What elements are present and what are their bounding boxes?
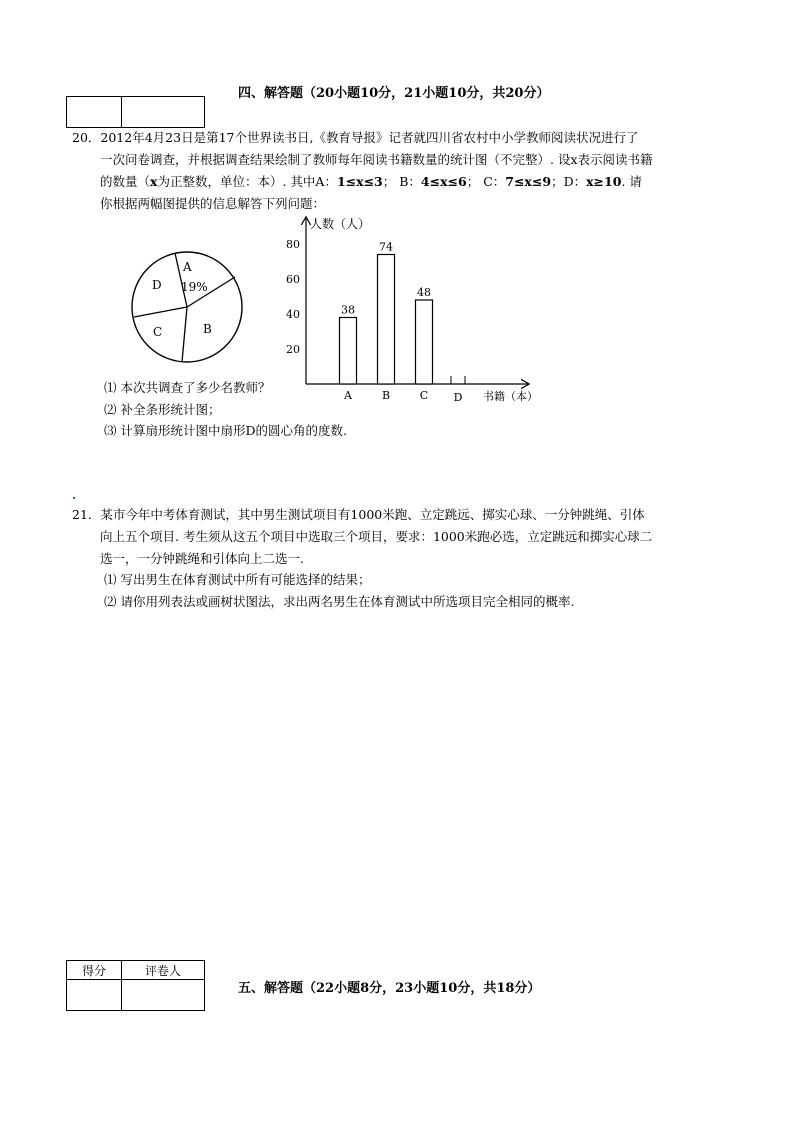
q21-sub-2: ⑵ 请你用列表法或画树状图法，求出两名男生在体育测试中所选项目完全相同的概率.: [104, 594, 575, 609]
q20-sub-1: ⑴ 本次共调查了多少名教师？: [104, 380, 271, 395]
q20-number: 20．: [72, 130, 101, 145]
x-tick-label: B: [381, 389, 391, 402]
y-tick-label: 60: [286, 273, 300, 286]
score-header: 得分: [67, 961, 122, 980]
bar-chart: [280, 210, 550, 405]
cond-d: x≥10: [586, 174, 622, 189]
section-4-title: 四、解答题（20小题10分，21小题10分，共20分）: [238, 86, 550, 101]
q20-line-1: 20．2012年4月23日是第17个世界读书日,《教育导报》记者就四川省农村中小学教师阅读状况进行了: [72, 130, 639, 145]
q21-sub-1: ⑴ 写出男生在体育测试中所有可能选择的结果；: [104, 572, 371, 587]
pie-label-b: B: [203, 322, 212, 336]
pie-label-a-percent: 19%: [181, 280, 208, 294]
bar-value-label: 74: [379, 240, 393, 254]
x-axis-label: 书籍（本）: [483, 390, 538, 403]
x-tick-label: D: [453, 391, 463, 404]
bar-value-label: 38: [341, 303, 355, 317]
score-cell-bottom[interactable]: [67, 980, 122, 1011]
pie-label-d: D: [152, 278, 162, 292]
bar-b: [378, 255, 395, 385]
grader-cell[interactable]: [122, 97, 205, 128]
grader-cell-bottom[interactable]: [122, 980, 205, 1011]
q20-line-4: 你根据两幅图提供的信息解答下列问题：: [100, 196, 326, 211]
y-tick-label: 40: [286, 308, 300, 321]
pie-label-a: A: [183, 260, 192, 274]
pie-label-c: C: [153, 325, 163, 339]
y-tick-label: 80: [286, 238, 300, 251]
y-axis-label: 人数（人）: [310, 217, 371, 231]
q21-line-3: 选一，一分钟跳绳和引体向上二选一.: [100, 551, 304, 566]
cond-a: 1≤x≤3: [336, 174, 383, 189]
q21-line-2: 向上五个项目. 考生须从这五个项目中选取三个项目，要求：1000米跑必选，立定跳远和掷实心球二: [100, 529, 653, 544]
bar-value-label: 48: [417, 286, 431, 299]
q21-line-1: 21．某市今年中考体育测试，其中男生测试项目有1000米跑、立定跳远、掷实心球、一分钟跳绳、引体: [72, 507, 645, 522]
x-tick-label: A: [344, 389, 352, 402]
grader-header: 评卷人: [122, 961, 205, 980]
score-box-top: [66, 96, 205, 128]
bar-c: [416, 300, 433, 384]
score-box-bottom: [66, 960, 205, 1011]
q20-line-2: 一次问卷调查，并根据调查结果绘制了教师每年阅读书籍数量的统计图（不完整）. 设x表示阅读书籍: [100, 152, 653, 167]
q21-number: 21．: [72, 507, 101, 522]
bar-a: [340, 318, 357, 385]
y-tick-label: 20: [286, 343, 300, 356]
score-cell[interactable]: [67, 97, 122, 128]
x-tick-label: C: [419, 389, 429, 402]
cond-c: 7≤x≤9: [505, 174, 552, 189]
q20-sub-2: ⑵ 补全条形统计图；: [104, 402, 221, 417]
cond-b: 4≤x≤6: [420, 174, 467, 189]
q20-line-3: 的数量（x为正整数，单位：本）. 其中A：1≤x≤3； B：4≤x≤6； C：7≤x≤9；D：x≥10. 请: [100, 174, 642, 189]
q20-sub-3: ⑶ 计算扇形统计图中扇形D的圆心角的度数.: [104, 423, 347, 438]
pie-chart: [125, 245, 250, 370]
section-5-title: 五、解答题（22小题8分，23小题10分，共18分）: [238, 981, 541, 996]
green-dot-marker: [73, 497, 75, 499]
